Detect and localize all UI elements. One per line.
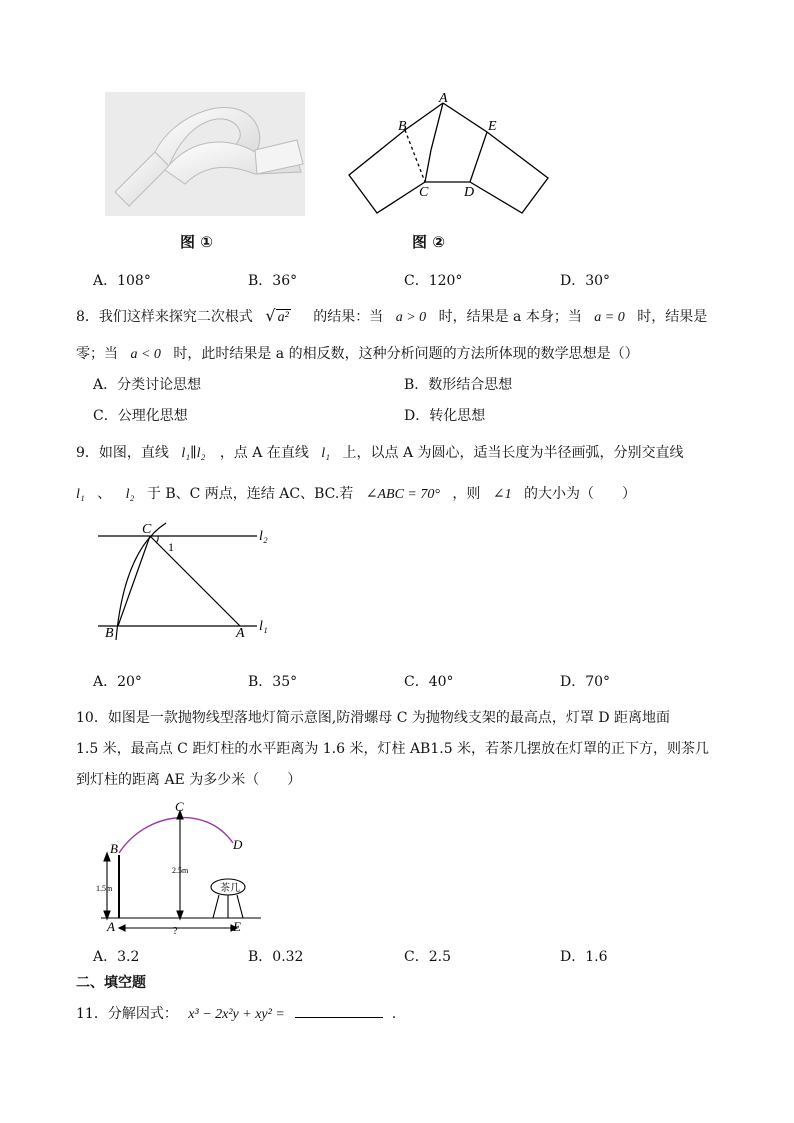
q9-label-l1: l₁ (259, 619, 268, 634)
q8-line1: 8．我们这样来探究二次根式 √ a² 的结果：当 a > 0 时，结果是 a 本身；当 a = 0 时，结果是 (76, 306, 708, 325)
fig1-image (105, 92, 305, 216)
sqrt-expression: √ a² (265, 306, 289, 325)
q7-option-c[interactable]: C．120° (404, 273, 463, 289)
q9-option-a[interactable]: A．20° (93, 674, 142, 690)
q8-option-a[interactable]: A．分类讨论思想 (93, 377, 202, 393)
q10-label-h1: 1.5m (96, 884, 113, 893)
q10-diagram (95, 795, 270, 940)
q10-label-E: E (233, 919, 241, 934)
q8-option-d[interactable]: D．转化思想 (404, 408, 486, 424)
q8-line2: 零；当 a < 0 时，此时结果是 a 的相反数，这种分析问题的方法所体现的数学思想是（） (76, 346, 639, 362)
q10-label-C: C (175, 799, 184, 814)
q10-line1: 10．如图是一款抛物线型落地灯简示意图,防滑螺母 C 为抛物线支架的最高点，灯罩 D 距离地面 (76, 710, 670, 726)
q9-label-l2: l₂ (259, 529, 268, 544)
fig2-label-C: C (419, 185, 429, 200)
q9-diagram (92, 515, 282, 645)
q9-option-b[interactable]: B．35° (248, 674, 298, 690)
q7-option-b[interactable]: B．36° (248, 273, 298, 289)
fig2-label-A: A (439, 91, 448, 106)
q10-option-b[interactable]: B．0.32 (248, 949, 304, 965)
q10-option-c[interactable]: C．2.5 (404, 949, 451, 965)
fig2-label-E: E (488, 119, 497, 134)
fig2-label-D: D (464, 185, 475, 200)
q9-label-A: A (236, 626, 245, 641)
q10-label-D: D (233, 837, 243, 852)
q9-option-d[interactable]: D．70° (560, 674, 611, 690)
fig1-caption: 图 ① (180, 233, 213, 251)
fig2-label-B: B (398, 119, 407, 134)
q9-line1: 9．如图，直线 l₁∥l₂ ，点 A 在直线 l₁ 上，以点 A 为圆心，适当长度为半径画弧，分别交直线 (76, 445, 684, 461)
fig2-diagram (345, 90, 555, 220)
section-heading: 二、填空题 (76, 975, 146, 991)
q7-option-a[interactable]: A．108° (93, 273, 151, 289)
q10-label-table: 茶几 (220, 883, 240, 894)
q10-option-a[interactable]: A．3.2 (93, 949, 140, 965)
q10-label-B: B (110, 841, 118, 856)
q10-label-h2: 2.5m (172, 866, 189, 875)
q7-option-d[interactable]: D．30° (560, 273, 611, 289)
q9-line2: l₁ 、 l₂ 于 B、C 两点，连结 AC、BC.若 ∠ABC = 70° ，则 ∠1 的大小为（ ） (76, 486, 637, 502)
q10-line2: 1.5 米，最高点 C 距灯柱的水平距离为 1.6 米，灯柱 AB1.5 米，若茶几摆放在灯罩的正下方，则茶几 (76, 741, 710, 757)
q9-label-one: 1 (168, 540, 174, 554)
q10-line3: 到灯柱的距离 AE 为多少米（ ） (76, 772, 302, 788)
fig2-caption: 图 ② (412, 233, 445, 251)
q10-label-A: A (107, 919, 115, 934)
q11-line: 11．分解因式： x³ − 2x²y + xy² = . (76, 1003, 396, 1023)
q11-answer-blank[interactable] (295, 1003, 383, 1018)
q9-label-B: B (105, 626, 114, 641)
q8-option-c[interactable]: C．公理化思想 (93, 408, 188, 424)
q8-option-b[interactable]: B．数形结合思想 (404, 377, 513, 393)
q9-option-c[interactable]: C．40° (404, 674, 454, 690)
q10-label-q: ? (173, 926, 178, 937)
q9-label-C: C (142, 522, 152, 537)
q10-option-d[interactable]: D．1.6 (560, 949, 608, 965)
